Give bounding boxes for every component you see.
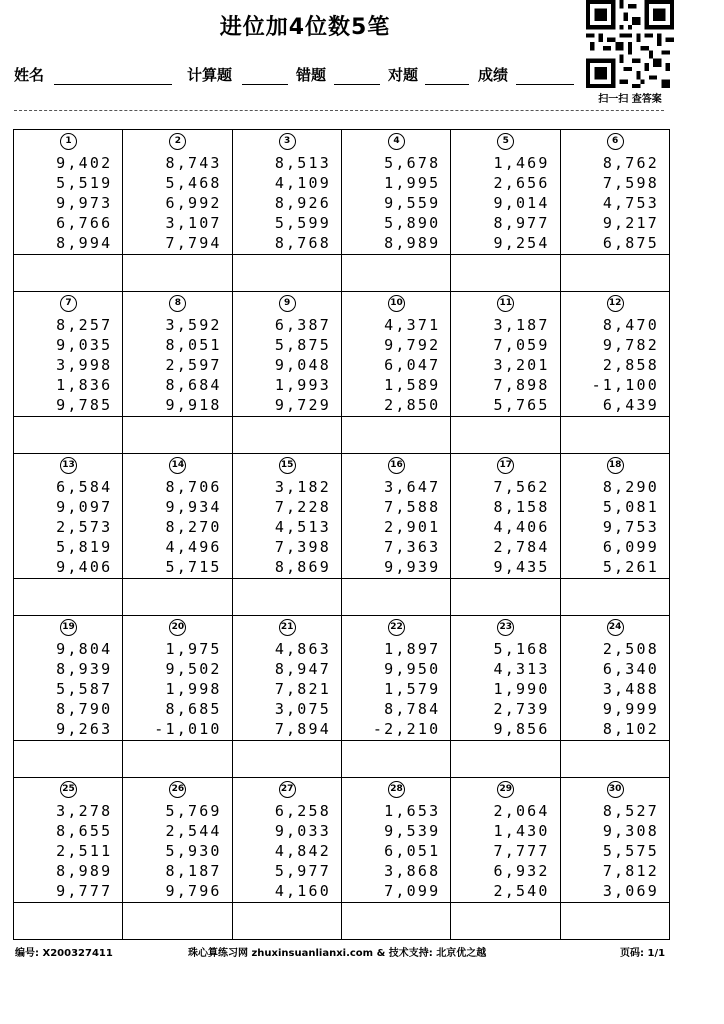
addend: 4,406 [493, 518, 550, 536]
addend: 7,598 [602, 174, 659, 192]
addend: 1,990 [493, 680, 550, 698]
problem-number: 9 [279, 295, 296, 312]
problem-cell [561, 292, 669, 453]
addend-list [14, 153, 112, 253]
addend: 5,930 [165, 842, 222, 860]
answer-box[interactable] [561, 902, 669, 903]
addend-list [233, 315, 331, 415]
problem-cell [123, 454, 232, 615]
addend: 8,051 [165, 336, 222, 354]
addend: 7,898 [493, 376, 550, 394]
addend: 2,784 [493, 538, 550, 556]
student-info [14, 64, 584, 90]
problem-cell [451, 130, 560, 291]
addend: 3,278 [56, 802, 113, 820]
problem-row [14, 778, 669, 939]
addend: 1,430 [493, 822, 550, 840]
addend: 6,051 [384, 842, 441, 860]
addend: 2,858 [602, 356, 659, 374]
addend: 5,468 [165, 174, 222, 192]
addend: 5,587 [56, 680, 113, 698]
addend: 4,863 [274, 640, 331, 658]
problem-number: 30 [607, 781, 624, 798]
addend: 8,790 [56, 700, 113, 718]
problem-cell [342, 778, 451, 939]
problem-number: 6 [607, 133, 624, 150]
addend: 9,753 [602, 518, 659, 536]
addend: 7,099 [384, 882, 441, 900]
addend: 7,894 [274, 720, 331, 738]
problem-number: 24 [607, 619, 624, 636]
addend: 1,998 [165, 680, 222, 698]
problem-cell [342, 292, 451, 453]
answer-box[interactable] [451, 740, 559, 741]
addend: 9,435 [493, 558, 550, 576]
addend: 9,539 [384, 822, 441, 840]
addend: 8,926 [274, 194, 331, 212]
addend-list [14, 315, 112, 415]
addend-list [233, 477, 331, 577]
addend: 5,575 [602, 842, 659, 860]
answer-box[interactable] [14, 578, 122, 579]
answer-box[interactable] [342, 902, 450, 903]
addend: 9,014 [493, 194, 550, 212]
answer-box[interactable] [342, 416, 450, 417]
addend: 7,777 [493, 842, 550, 860]
answer-box[interactable] [14, 740, 122, 741]
problem-number: 1 [60, 133, 77, 150]
addend: 7,228 [274, 498, 331, 516]
addend-list [233, 801, 331, 901]
problem-row [14, 616, 669, 778]
addend: 4,109 [274, 174, 331, 192]
addend: 1,469 [493, 154, 550, 172]
problem-number: 2 [169, 133, 186, 150]
addend: 3,592 [165, 316, 222, 334]
addend: 8,706 [165, 478, 222, 496]
addend: 9,254 [493, 234, 550, 252]
answer-box[interactable] [561, 416, 669, 417]
problem-cell [14, 616, 123, 777]
problem-cell [123, 130, 232, 291]
problem-number: 29 [497, 781, 514, 798]
addend-list [451, 153, 549, 253]
problem-number: 8 [169, 295, 186, 312]
addend: 8,685 [165, 700, 222, 718]
addend: 7,363 [384, 538, 441, 556]
addend: 6,766 [56, 214, 113, 232]
addend: 8,869 [274, 558, 331, 576]
addend: 9,402 [56, 154, 113, 172]
answer-box[interactable] [123, 578, 231, 579]
addend-list [123, 315, 221, 415]
addend: 2,901 [384, 518, 441, 536]
addend: 8,257 [56, 316, 113, 334]
addend: 8,513 [274, 154, 331, 172]
right-line[interactable] [425, 84, 469, 85]
problem-number: 15 [279, 457, 296, 474]
addend: 6,992 [165, 194, 222, 212]
answer-box[interactable] [451, 416, 559, 417]
addend: 9,950 [384, 660, 441, 678]
addend: 9,729 [274, 396, 331, 414]
addend-list [561, 315, 659, 415]
addend: 1,653 [384, 802, 441, 820]
problem-cell [342, 616, 451, 777]
addend: 8,768 [274, 234, 331, 252]
problem-cell [14, 292, 123, 453]
addend: 1,836 [56, 376, 113, 394]
addend-list [561, 153, 659, 253]
problem-number: 20 [169, 619, 186, 636]
page-number: 页码: 1/1 [620, 948, 666, 959]
addend: 2,739 [493, 700, 550, 718]
problem-number: 11 [497, 295, 514, 312]
addend: 3,201 [493, 356, 550, 374]
problem-cell [451, 454, 560, 615]
addend: 1,993 [274, 376, 331, 394]
addend: 9,939 [384, 558, 441, 576]
addend: 6,258 [274, 802, 331, 820]
problem-cell [123, 292, 232, 453]
addend: 4,496 [165, 538, 222, 556]
answer-box[interactable] [561, 740, 669, 741]
addend: 9,777 [56, 882, 113, 900]
score-line[interactable] [516, 84, 574, 85]
addend-list [451, 315, 549, 415]
problem-cell [123, 616, 232, 777]
addend-list [342, 315, 440, 415]
problem-number: 22 [388, 619, 405, 636]
addend: 4,371 [384, 316, 441, 334]
problem-row [14, 292, 669, 454]
addend: 2,597 [165, 356, 222, 374]
problem-cell [451, 616, 560, 777]
addend: 8,977 [493, 214, 550, 232]
problem-number: 10 [388, 295, 405, 312]
addend: 4,753 [602, 194, 659, 212]
addend: 4,513 [274, 518, 331, 536]
addend: 5,678 [384, 154, 441, 172]
total-line[interactable] [242, 84, 288, 85]
addend: 9,033 [274, 822, 331, 840]
addend: 7,398 [274, 538, 331, 556]
addend-list [14, 477, 112, 577]
problem-number: 21 [279, 619, 296, 636]
addend: 9,308 [602, 822, 659, 840]
problem-cell [233, 778, 342, 939]
addend: -1,010 [154, 720, 222, 738]
problem-number: 14 [169, 457, 186, 474]
addend: 3,182 [274, 478, 331, 496]
addend: 4,842 [274, 842, 331, 860]
addend: 6,047 [384, 356, 441, 374]
addend: 9,785 [56, 396, 113, 414]
addend-list [342, 477, 440, 577]
problem-cell [233, 130, 342, 291]
name-label: 姓名 [14, 66, 45, 84]
problem-number: 13 [60, 457, 77, 474]
problem-number: 19 [60, 619, 77, 636]
answer-box[interactable] [233, 740, 341, 741]
addend: 3,868 [384, 862, 441, 880]
problem-number: 28 [388, 781, 405, 798]
addend: 8,989 [384, 234, 441, 252]
wrong-label: 错题 [296, 66, 327, 84]
addend-list [561, 639, 659, 739]
answer-box[interactable] [451, 902, 559, 903]
answer-box[interactable] [14, 902, 122, 903]
addend: 6,584 [56, 478, 113, 496]
addend: 8,762 [602, 154, 659, 172]
site-credit: 珠心算练习网 zhuxinsuanlianxi.com & 技术支持: 北京优之越 [188, 948, 487, 959]
addend-list [561, 477, 659, 577]
addend: 5,081 [602, 498, 659, 516]
answer-box[interactable] [342, 578, 450, 579]
name-line[interactable] [54, 84, 172, 85]
answer-box[interactable] [451, 578, 559, 579]
addend: 8,994 [56, 234, 113, 252]
answer-box[interactable] [14, 416, 122, 417]
addend: 5,519 [56, 174, 113, 192]
problem-number: 25 [60, 781, 77, 798]
addend: 9,934 [165, 498, 222, 516]
addend: 6,875 [602, 234, 659, 252]
addend: 3,488 [602, 680, 659, 698]
addend: 2,508 [602, 640, 659, 658]
addend: 3,069 [602, 882, 659, 900]
problem-cell [233, 292, 342, 453]
addend: 5,765 [493, 396, 550, 414]
addend: 5,977 [274, 862, 331, 880]
answer-box[interactable] [233, 578, 341, 579]
addend: 6,099 [602, 538, 659, 556]
addend: 6,439 [602, 396, 659, 414]
addend: 9,263 [56, 720, 113, 738]
addend: 2,540 [493, 882, 550, 900]
addend: 9,048 [274, 356, 331, 374]
answer-box[interactable] [123, 902, 231, 903]
addend: 8,655 [56, 822, 113, 840]
problem-cell [561, 778, 669, 939]
addend: 9,782 [602, 336, 659, 354]
answer-box[interactable] [342, 740, 450, 741]
answer-box[interactable] [14, 254, 122, 255]
addend: 4,160 [274, 882, 331, 900]
problem-cell [451, 778, 560, 939]
right-label: 对题 [388, 66, 419, 84]
addend: 5,875 [274, 336, 331, 354]
addend: 9,796 [165, 882, 222, 900]
addend-list [342, 639, 440, 739]
addend: -2,210 [372, 720, 441, 738]
addend: 3,187 [493, 316, 550, 334]
answer-box[interactable] [451, 254, 559, 255]
problem-cell [342, 130, 451, 291]
addend: 2,573 [56, 518, 113, 536]
addend: 7,812 [602, 862, 659, 880]
addend-list [123, 801, 221, 901]
addend: 6,932 [493, 862, 550, 880]
addend: 9,856 [493, 720, 550, 738]
addend: 9,097 [56, 498, 113, 516]
addend: 9,406 [56, 558, 113, 576]
worksheet-code: 编号: X200327411 [15, 948, 113, 959]
problem-cell [342, 454, 451, 615]
addend: 2,656 [493, 174, 550, 192]
addend: 9,559 [384, 194, 441, 212]
addend-list [233, 639, 331, 739]
problem-cell [14, 454, 123, 615]
addend-list [233, 153, 331, 253]
qr-code[interactable] [586, 0, 674, 88]
addend: 1,897 [384, 640, 441, 658]
addend: 8,290 [602, 478, 659, 496]
problem-cell [14, 130, 123, 291]
addend: 2,850 [384, 396, 441, 414]
total-label: 计算题 [187, 66, 233, 84]
wrong-line[interactable] [334, 84, 380, 85]
answer-box[interactable] [342, 254, 450, 255]
addend: 9,217 [602, 214, 659, 232]
addend: 9,804 [56, 640, 113, 658]
score-label: 成绩 [478, 66, 509, 84]
addend: 9,035 [56, 336, 113, 354]
addend: 1,975 [165, 640, 222, 658]
addend: 7,794 [165, 234, 222, 252]
divider [14, 110, 664, 111]
addend: 5,599 [274, 214, 331, 232]
addend: 5,168 [493, 640, 550, 658]
addend: 8,684 [165, 376, 222, 394]
problem-cell [233, 616, 342, 777]
problem-row [14, 130, 669, 292]
addend-list [14, 801, 112, 901]
addend-list [561, 801, 659, 901]
addend: 7,059 [493, 336, 550, 354]
answer-box[interactable] [561, 578, 669, 579]
addend: 8,527 [602, 802, 659, 820]
addend: 7,588 [384, 498, 441, 516]
addend: 3,647 [384, 478, 441, 496]
addend-list [14, 639, 112, 739]
addend: 3,998 [56, 356, 113, 374]
problem-grid [13, 129, 670, 940]
addend: 5,890 [384, 214, 441, 232]
addend: 8,158 [493, 498, 550, 516]
addend: 5,261 [602, 558, 659, 576]
problem-number: 17 [497, 457, 514, 474]
addend: 2,544 [165, 822, 222, 840]
problem-cell [14, 778, 123, 939]
addend: 1,995 [384, 174, 441, 192]
addend: 8,784 [384, 700, 441, 718]
addend: 5,715 [165, 558, 222, 576]
qr-caption: 扫一扫 查答案 [598, 94, 662, 105]
addend: -1,100 [591, 376, 659, 394]
answer-box[interactable] [561, 254, 669, 255]
problem-number: 26 [169, 781, 186, 798]
addend: 8,743 [165, 154, 222, 172]
addend: 4,313 [493, 660, 550, 678]
addend-list [123, 477, 221, 577]
worksheet-title: 进位加4位数5笔 [219, 15, 391, 40]
addend-list [451, 477, 549, 577]
addend: 2,511 [56, 842, 113, 860]
problem-cell [561, 454, 669, 615]
addend-list [342, 801, 440, 901]
addend: 6,340 [602, 660, 659, 678]
addend: 9,792 [384, 336, 441, 354]
problem-cell [123, 778, 232, 939]
addend: 8,270 [165, 518, 222, 536]
answer-box[interactable] [123, 254, 231, 255]
problem-number: 16 [388, 457, 405, 474]
problem-number: 3 [279, 133, 296, 150]
problem-number: 23 [497, 619, 514, 636]
problem-number: 4 [388, 133, 405, 150]
addend: 9,999 [602, 700, 659, 718]
addend-list [451, 639, 549, 739]
problem-cell [451, 292, 560, 453]
addend: 9,918 [165, 396, 222, 414]
problem-number: 27 [279, 781, 296, 798]
addend: 5,819 [56, 538, 113, 556]
problem-number: 5 [497, 133, 514, 150]
addend: 1,579 [384, 680, 441, 698]
addend: 9,973 [56, 194, 113, 212]
addend: 6,387 [274, 316, 331, 334]
problem-cell [561, 616, 669, 777]
addend-list [123, 153, 221, 253]
problem-cell [561, 130, 669, 291]
problem-row [14, 454, 669, 616]
answer-box[interactable] [123, 740, 231, 741]
addend: 3,075 [274, 700, 331, 718]
problem-number: 12 [607, 295, 624, 312]
answer-box[interactable] [233, 254, 341, 255]
problem-number: 18 [607, 457, 624, 474]
addend: 8,989 [56, 862, 113, 880]
answer-box[interactable] [123, 416, 231, 417]
answer-box[interactable] [233, 416, 341, 417]
addend: 9,502 [165, 660, 222, 678]
addend: 8,470 [602, 316, 659, 334]
addend-list [123, 639, 221, 739]
addend: 2,064 [493, 802, 550, 820]
addend: 5,769 [165, 802, 222, 820]
addend: 8,947 [274, 660, 331, 678]
addend: 8,187 [165, 862, 222, 880]
addend: 1,589 [384, 376, 441, 394]
problem-number: 7 [60, 295, 77, 312]
addend: 8,939 [56, 660, 113, 678]
addend: 7,562 [493, 478, 550, 496]
addend: 3,107 [165, 214, 222, 232]
addend-list [342, 153, 440, 253]
addend-list [451, 801, 549, 901]
problem-cell [233, 454, 342, 615]
addend: 8,102 [602, 720, 659, 738]
answer-box[interactable] [233, 902, 341, 903]
addend: 7,821 [274, 680, 331, 698]
